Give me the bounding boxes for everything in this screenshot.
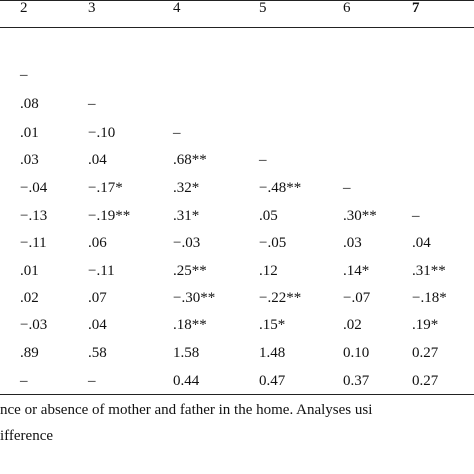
table-bottom-rule [0,394,474,395]
table-cell: −.48** [259,180,302,196]
table-cell: .06 [88,235,107,251]
table-cell: .68** [173,152,207,168]
table-cell: 0.27 [412,373,439,389]
footnote-line: nce or absence of mother and father in the home. Analyses usi [0,402,373,418]
table-cell: .30** [343,208,377,224]
table-cell: – [259,152,267,168]
table-cell: .03 [20,152,39,168]
table-cell: −.30** [173,290,216,306]
column-header: 5 [259,0,267,16]
table-row [0,148,474,174]
table-cell: .32* [173,180,200,196]
table-cell: 0.10 [343,345,370,361]
table-cell: −.05 [259,235,287,251]
table-row [0,92,474,118]
table-row [0,341,474,367]
table-cell: −.07 [343,290,371,306]
table-cell: – [343,180,351,196]
table-row [0,259,474,285]
table-cell: .19* [412,317,439,333]
table-cell: −.03 [173,235,201,251]
table-cell: .03 [343,235,362,251]
table-cell: −.13 [20,208,48,224]
table-header-row [0,0,474,20]
table-cell: .89 [20,345,39,361]
table-cell: −.11 [20,235,47,251]
table-cell: −.10 [88,125,116,141]
table-cell: .15* [259,317,286,333]
table-cell: .14* [343,263,370,279]
table-row [0,63,474,89]
table-cell: −.19** [88,208,131,224]
table-cell: −.22** [259,290,302,306]
table-cell: – [88,373,96,389]
table-cell: .01 [20,125,39,141]
table-row [0,286,474,312]
table-cell: .18** [173,317,207,333]
table-cell: – [88,96,96,112]
column-header: 2 [20,0,28,16]
table-cell: −.18* [412,290,447,306]
table-cell: .02 [343,317,362,333]
table-cell: .07 [88,290,107,306]
table-row [0,121,474,147]
table-cell: – [412,208,420,224]
table-cell: .01 [20,263,39,279]
table-cell: .04 [88,152,107,168]
table-row [0,176,474,202]
column-header: 4 [173,0,181,16]
table-cell: – [173,125,181,141]
table-cell: .05 [259,208,278,224]
table-cell: −.03 [20,317,48,333]
column-header: 6 [343,0,351,16]
table-cell: .04 [412,235,431,251]
table-row [0,369,474,395]
table-cell: 1.58 [173,345,200,361]
table-row [0,313,474,339]
table-cell: .31** [412,263,446,279]
table-cell: 1.48 [259,345,286,361]
footnote-line: ifference [0,428,54,444]
table-cell: −.17* [88,180,123,196]
table-cell: 0.37 [343,373,370,389]
header-bottom-rule [0,27,474,28]
table-cell: .31* [173,208,200,224]
table-cell: 0.47 [259,373,286,389]
table-cell: .58 [88,345,107,361]
table-cell: 0.44 [173,373,200,389]
table-cell: 0.27 [412,345,439,361]
table-row [0,204,474,230]
table-cell: −.04 [20,180,48,196]
table-cell: – [20,67,28,83]
table-cell: −.11 [88,263,115,279]
column-header: 3 [88,0,96,16]
table-cell: .08 [20,96,39,112]
table-row [0,231,474,257]
table-cell: .04 [88,317,107,333]
table-cell: .12 [259,263,278,279]
table-cell: .25** [173,263,207,279]
column-header: 7 [412,0,420,16]
table-cell: .02 [20,290,39,306]
table-cell: – [20,373,28,389]
